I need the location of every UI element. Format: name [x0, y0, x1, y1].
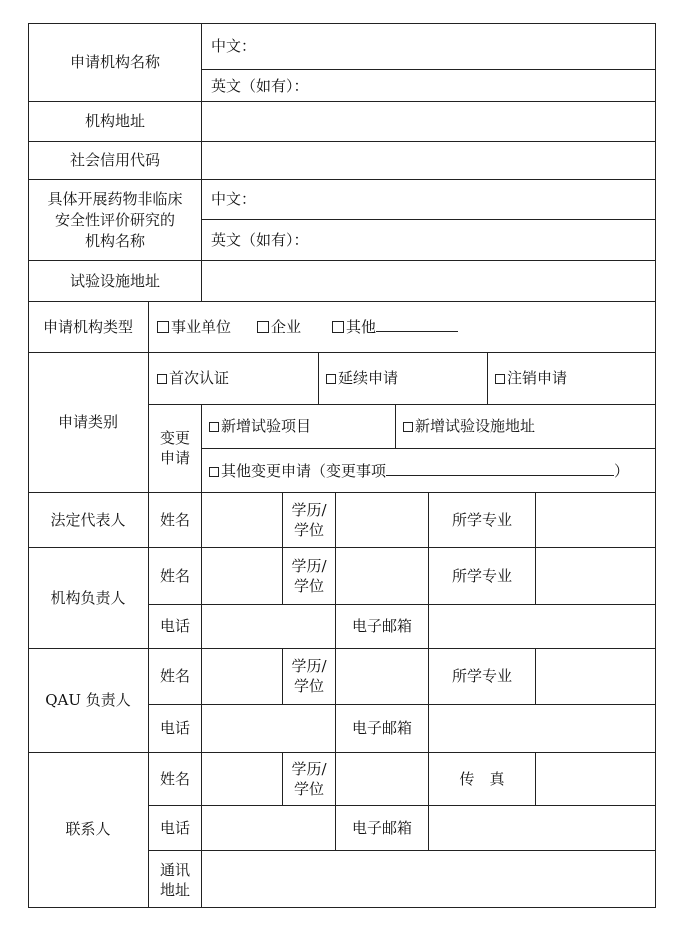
email-label: 电子邮箱: [351, 819, 413, 837]
major-label: 所学专业: [451, 567, 513, 585]
row-divider: [148, 850, 656, 851]
name-label: 姓名: [159, 667, 191, 685]
col-divider: [335, 492, 336, 604]
option-label: 新增试验项目: [221, 417, 312, 435]
applicant-name-cn-label: 中文：: [211, 37, 257, 55]
education-label-line1: 学历/: [291, 557, 327, 575]
border-left: [28, 23, 29, 908]
col-divider: [428, 492, 429, 604]
type-option-public[interactable]: [157, 317, 231, 337]
category-first[interactable]: [157, 368, 229, 388]
type-option-enterprise[interactable]: [257, 317, 301, 337]
education-label-line2: 学位: [293, 677, 325, 695]
row-divider: [28, 752, 656, 753]
col-divider: [428, 805, 429, 850]
email-label: 电子邮箱: [351, 617, 413, 635]
row-divider: [28, 301, 656, 302]
col-divider: [395, 404, 396, 448]
email-label: 电子邮箱: [351, 719, 413, 737]
research-institution-label-line3: 机构名称: [84, 232, 146, 250]
research-institution-en-label: 英文（如有）：: [211, 231, 309, 249]
legal-rep-label: 法定代表人: [50, 511, 126, 529]
option-label: 注销申请: [507, 369, 568, 387]
col-divider: [535, 752, 536, 805]
contact-label: 联系人: [65, 820, 111, 838]
col-divider: [201, 404, 202, 492]
category-cancel[interactable]: [495, 368, 567, 388]
row-divider: [28, 492, 656, 493]
row-divider: [28, 260, 656, 261]
education-label-line1: 学历/: [291, 760, 327, 778]
option-label: 延续申请: [338, 369, 399, 387]
fax-label: 传 真: [459, 770, 505, 788]
row-divider: [28, 101, 656, 102]
col-divider: [201, 492, 202, 908]
row-divider: [148, 604, 656, 605]
border-top: [28, 23, 656, 24]
col-divider: [282, 492, 283, 604]
col-divider: [335, 805, 336, 850]
applicant-name-en-label: 英文（如有）：: [211, 77, 309, 95]
name-label: 姓名: [159, 770, 191, 788]
education-label-line1: 学历/: [291, 657, 327, 675]
credit-code-label: 社会信用代码: [69, 151, 161, 169]
research-institution-cn-label: 中文：: [211, 190, 257, 208]
facility-address-label: 试验设施地址: [69, 272, 161, 290]
row-divider: [201, 448, 656, 449]
row-divider: [28, 179, 656, 180]
row-divider: [28, 352, 656, 353]
row-divider: [28, 141, 656, 142]
address-label: 机构地址: [84, 112, 146, 130]
row-divider: [28, 648, 656, 649]
checkbox[interactable]: [209, 467, 219, 477]
col-divider: [318, 352, 319, 404]
research-institution-label-line2: 安全性评价研究的: [54, 211, 176, 229]
major-label: 所学专业: [451, 667, 513, 685]
row-divider: [201, 69, 656, 70]
border-bottom: [28, 907, 656, 908]
option-label: 事业单位: [171, 318, 232, 336]
border-right: [655, 23, 656, 908]
option-label: 其他: [346, 318, 377, 336]
checkbox[interactable]: [332, 321, 344, 333]
option-label: 新增试验设施地址: [415, 417, 536, 435]
col-divider: [428, 648, 429, 704]
name-label: 姓名: [159, 511, 191, 529]
option-label: 首次认证: [169, 369, 230, 387]
applicant-name-label: 申请机构名称: [69, 53, 161, 71]
checkbox[interactable]: [326, 374, 336, 384]
checkbox[interactable]: [209, 422, 219, 432]
name-label: 姓名: [159, 567, 191, 585]
row-divider: [148, 805, 656, 806]
col-divider: [428, 604, 429, 648]
phone-label: 电话: [159, 719, 191, 737]
checkbox[interactable]: [257, 321, 269, 333]
education-label-line1: 学历/: [291, 501, 327, 519]
row-divider: [148, 704, 656, 705]
row-divider: [201, 219, 656, 220]
education-label-line2: 学位: [293, 521, 325, 539]
change-other[interactable]: [209, 461, 629, 481]
checkbox[interactable]: [157, 321, 169, 333]
change-new-facility[interactable]: [403, 416, 535, 436]
head-label: 机构负责人: [50, 589, 126, 607]
col-divider: [282, 752, 283, 805]
category-renewal[interactable]: [326, 368, 398, 388]
type-option-other[interactable]: [332, 317, 458, 337]
change-new-project[interactable]: [209, 416, 311, 436]
col-divider: [335, 752, 336, 805]
mail-address-label-line2: 地址: [159, 881, 191, 899]
institution-type-label: 申请机构类型: [42, 318, 134, 336]
qau-label: QAU 负责人: [45, 691, 131, 709]
option-label: 企业: [271, 318, 302, 336]
checkbox[interactable]: [403, 422, 413, 432]
phone-label: 电话: [159, 617, 191, 635]
checkbox[interactable]: [495, 374, 505, 384]
col-divider: [335, 704, 336, 752]
application-category-label: 申请类别: [57, 413, 119, 431]
option-label-close: ）: [614, 462, 630, 480]
col-divider: [487, 352, 488, 404]
education-label-line2: 学位: [293, 577, 325, 595]
major-label: 所学专业: [451, 511, 513, 529]
col-divider: [335, 604, 336, 648]
checkbox[interactable]: [157, 374, 167, 384]
change-label-line2: 申请: [159, 449, 191, 467]
row-divider: [28, 547, 656, 548]
phone-label: 电话: [159, 819, 191, 837]
col-divider: [535, 648, 536, 704]
change-label-line1: 变更: [159, 429, 191, 447]
research-institution-label-line1: 具体开展药物非临床: [47, 190, 183, 208]
col-divider: [428, 704, 429, 752]
col-divider: [148, 301, 149, 908]
col-divider: [535, 492, 536, 604]
mail-address-label-line1: 通讯: [159, 861, 191, 879]
other-blank[interactable]: [376, 317, 458, 332]
col-divider: [335, 648, 336, 704]
col-divider: [201, 23, 202, 301]
col-divider: [282, 648, 283, 704]
option-label: 其他变更申请（变更事项: [221, 462, 387, 480]
row-divider: [148, 404, 656, 405]
change-item-blank[interactable]: [386, 461, 614, 476]
education-label-line2: 学位: [293, 780, 325, 798]
col-divider: [428, 752, 429, 805]
